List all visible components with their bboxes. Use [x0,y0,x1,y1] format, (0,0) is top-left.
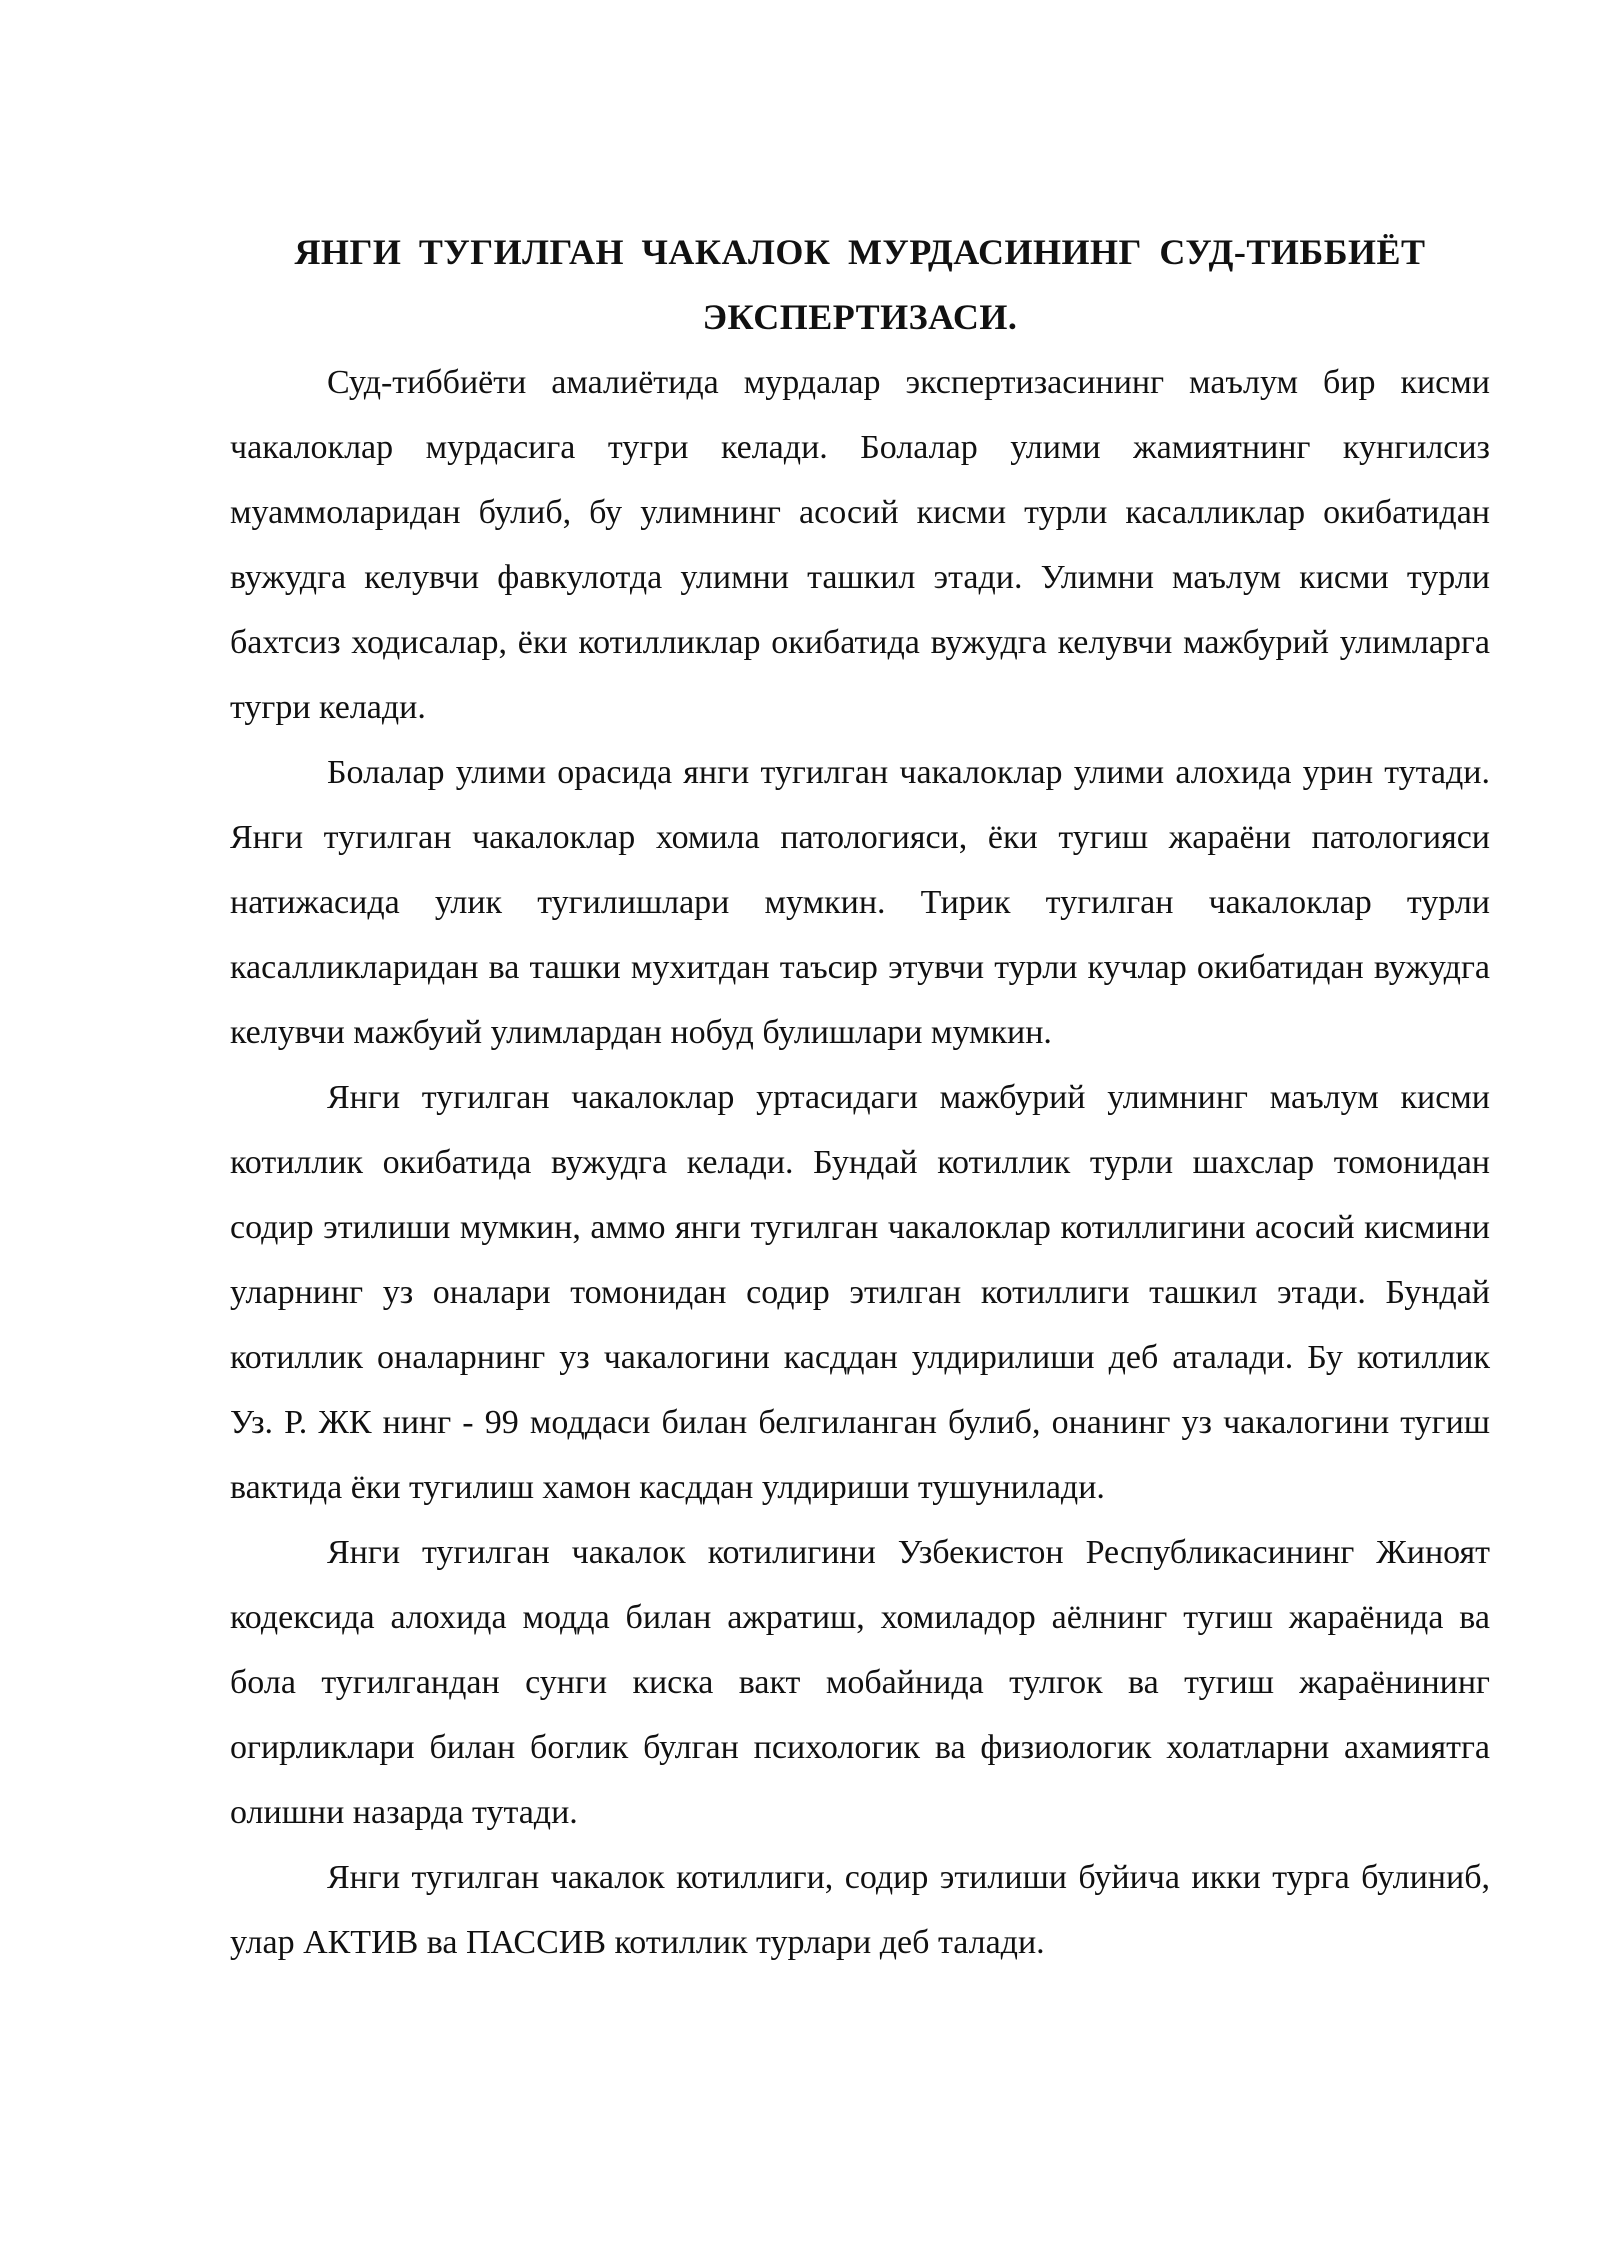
body-paragraph-4: Янги тугилган чакалок котилигини Узбекистон Республикасининг Жиноят кодексида алохида модда билан ажратиш, хомиладор аёлнинг тугиш жараёнида ва бола тугилгандан сунги киска вакт мобайнида тулгок ва тугиш жараёнининг огирликлари билан боглик булган психологик ва физиологик холатларни ахамиятга олишни назарда тутади. [230,1534,1490,1831]
body-paragraph-3: Янги тугилган чакалоклар уртасидаги мажбурий улимнинг маълум кисми котиллик окибатида вужудга келади. Бундай котиллик турли шахслар томонидан содир этилиши мумкин, аммо янги тугилган чакалоклар котиллигини асосий кисмини уларнинг уз оналари томонидан содир этилган котиллиги ташкил этади. Бундай котиллик оналарнинг уз чакалогини касддан улдирилиши деб аталади. Бу котиллик Уз. Р. ЖК нинг - 99 моддаси билан белгиланган булиб, онанинг уз чакалогини тугиш вактида ёки тугилиш хамон касддан улдириши тушунилади. [230,1079,1490,1506]
document-title [230,220,1490,350]
body-paragraph-2: Болалар улими орасида янги тугилган чакалоклар улими алохида урин тутади. Янги тугилган чакалоклар хомила патологияси, ёки тугиш жараёни патологияси натижасида улик тугилишлари мумкин. Тирик тугилган чакалоклар турли касалликларидан ва ташки мухитдан таъсир этувчи турли кучлар окибатидан вужудга келувчи мажбуий улимлардан нобуд булишлари мумкин. [230,754,1490,1051]
body-paragraph-1: Суд-тиббиёти амалиётида мурдалар экспертизасининг маълум бир кисми чакалоклар мурдасига тугри келади. Болалар улими жамиятнинг кунгилсиз муаммоларидан булиб, бу улимнинг асосий кисми турли касалликлар окибатидан вужудга келувчи фавкулотда улимни ташкил этади. Улимни маълум кисми турли бахтсиз ходисалар, ёки котилликлар окибатида вужудга келувчи мажбурий улимларга тугри келади. [230,364,1490,726]
body-paragraph-5: Янги тугилган чакалок котиллиги, содир этилиши буйича икки турга булиниб, улар АКТИВ ва ПАССИВ котиллик турлари деб талади. [230,1859,1490,1961]
document-title-line-1: ЯНГИ ТУГИЛГАН ЧАКАЛОК МУРДАСИНИНГ СУД-ТИББИЁТ [294,232,1426,272]
document-title-line-2: ЭКСПЕРТИЗАСИ. [702,297,1018,337]
